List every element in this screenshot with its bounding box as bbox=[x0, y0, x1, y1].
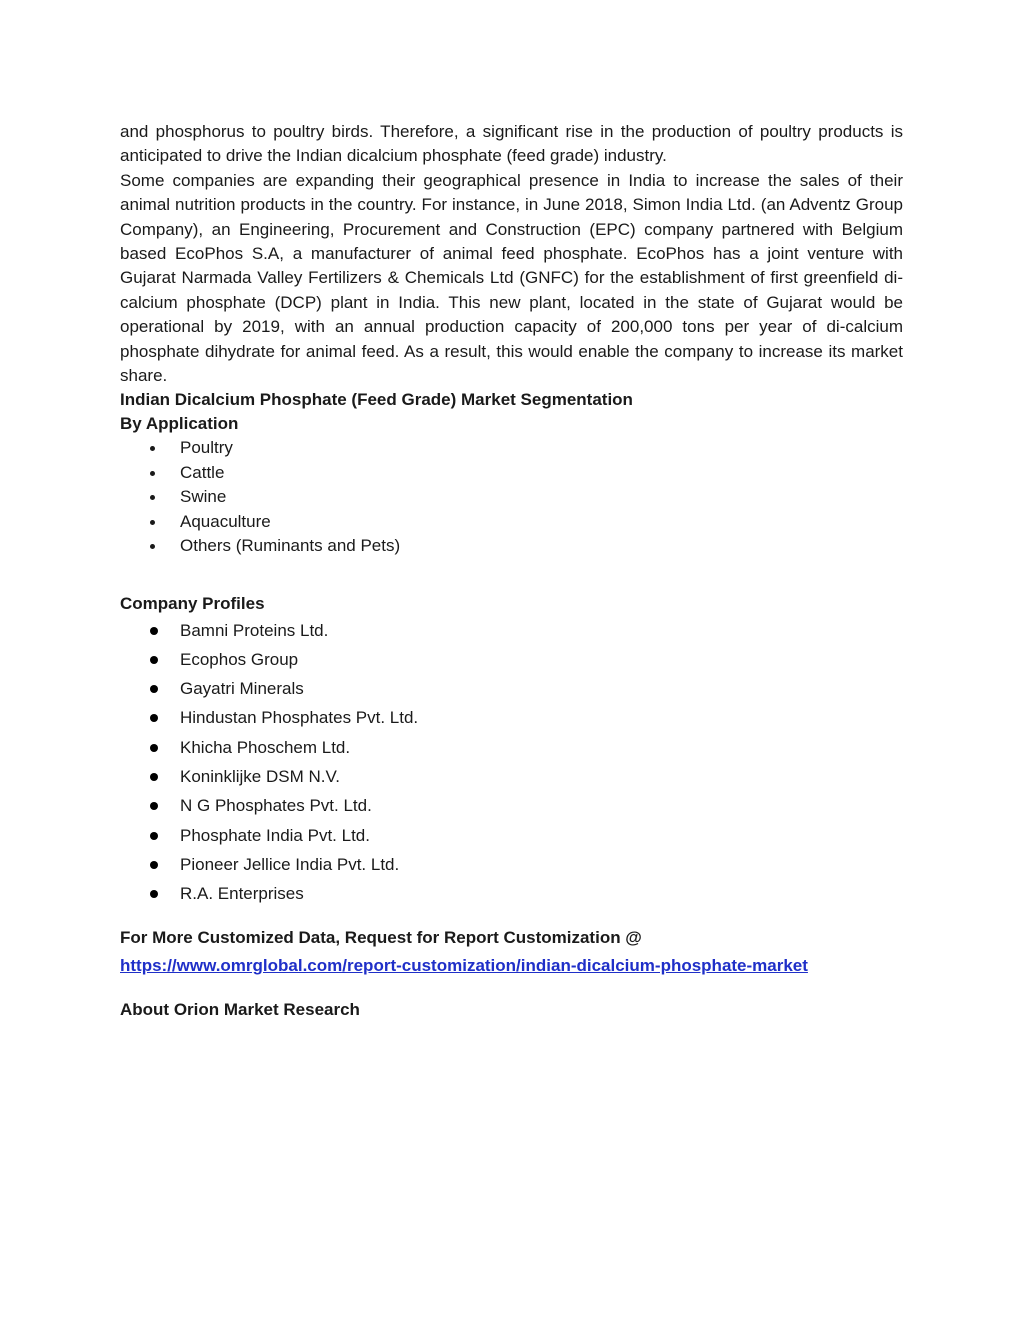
bullet-icon bbox=[150, 495, 155, 500]
companies-paragraph: Some companies are expanding their geographical presence in India to increase the sales of their animal nutrition products in the country. For instance, in June 2018, Simon India Ltd. (an Adventz Group Company), an Engineering, Procurement and Construction (EPC) company partnered with Belgium based EcoPhos S.A, a manufacturer of animal feed phosphate. EcoPhos has a joint venture with Gujarat Narmada Valley Fertilizers & Chemicals Ltd (GNFC) for the establishment of first greenfield di-calcium phosphate (DCP) plant in India. This new plant, located in the state of Gujarat would be operational by 2019, with an annual production capacity of 200,000 tons per year of di-calcium phosphate dihydrate for animal feed. As a result, this would enable the company to increase its market share. bbox=[120, 170, 903, 386]
application-item bbox=[120, 436, 903, 460]
application-list bbox=[120, 436, 903, 558]
company-item bbox=[120, 616, 903, 645]
bullet-icon bbox=[150, 890, 158, 898]
application-item-label: Cattle bbox=[180, 462, 225, 482]
intro-paragraph: and phosphorus to poultry birds. Therefore, a significant rise in the production of poultry products is anticipated to drive the Indian dicalcium phosphate (feed grade) industry. bbox=[120, 122, 903, 166]
company-item-label: Ecophos Group bbox=[180, 649, 299, 669]
application-item-label: Aquaculture bbox=[180, 511, 271, 531]
company-item bbox=[120, 645, 903, 674]
company-item bbox=[120, 733, 903, 762]
company-item bbox=[120, 674, 903, 703]
company-item-label: Bamni Proteins Ltd. bbox=[180, 620, 329, 640]
application-item bbox=[120, 534, 903, 558]
company-item bbox=[120, 850, 903, 879]
company-item-label: Koninklijke DSM N.V. bbox=[180, 766, 340, 786]
company-item-label: Hindustan Phosphates Pvt. Ltd. bbox=[180, 708, 419, 728]
document-page bbox=[120, 120, 903, 1022]
bullet-icon bbox=[150, 520, 155, 525]
bullet-icon bbox=[150, 802, 158, 810]
segmentation-heading: Indian Dicalcium Phosphate (Feed Grade) Market Segmentation bbox=[120, 390, 633, 410]
bullet-icon bbox=[150, 861, 158, 869]
bullet-icon bbox=[150, 832, 158, 840]
bullet-icon bbox=[150, 627, 158, 635]
customization-text: For More Customized Data, Request for Report Customization @ bbox=[120, 928, 642, 948]
bullet-icon bbox=[150, 656, 158, 664]
bullet-icon bbox=[150, 744, 158, 752]
customization-link[interactable]: https://www.omrglobal.com/report-customization/indian-dicalcium-phosphate-market bbox=[120, 956, 808, 976]
bullet-icon bbox=[150, 773, 158, 781]
company-item-label: Phosphate India Pvt. Ltd. bbox=[180, 825, 370, 845]
company-item bbox=[120, 879, 903, 908]
bullet-icon bbox=[150, 685, 158, 693]
bullet-icon bbox=[150, 471, 155, 476]
application-item-label: Poultry bbox=[180, 438, 233, 458]
application-item bbox=[120, 461, 903, 485]
company-profiles-heading: Company Profiles bbox=[120, 593, 265, 613]
application-item-label: Others (Ruminants and Pets) bbox=[180, 536, 401, 556]
bullet-icon bbox=[150, 544, 155, 549]
company-item bbox=[120, 821, 903, 850]
company-item bbox=[120, 762, 903, 791]
by-application-heading: By Application bbox=[120, 414, 239, 434]
application-item bbox=[120, 510, 903, 534]
company-list bbox=[120, 616, 903, 909]
company-item-label: Gayatri Minerals bbox=[180, 679, 304, 699]
bullet-icon bbox=[150, 446, 155, 451]
company-item bbox=[120, 791, 903, 820]
bullet-icon bbox=[150, 714, 158, 722]
application-item bbox=[120, 485, 903, 509]
company-item-label: R.A. Enterprises bbox=[180, 884, 304, 904]
company-item-label: N G Phosphates Pvt. Ltd. bbox=[180, 796, 372, 816]
company-item-label: Pioneer Jellice India Pvt. Ltd. bbox=[180, 854, 400, 874]
about-heading: About Orion Market Research bbox=[120, 1000, 360, 1020]
company-item bbox=[120, 703, 903, 732]
application-item-label: Swine bbox=[180, 487, 227, 507]
company-item-label: Khicha Phoschem Ltd. bbox=[180, 737, 351, 757]
